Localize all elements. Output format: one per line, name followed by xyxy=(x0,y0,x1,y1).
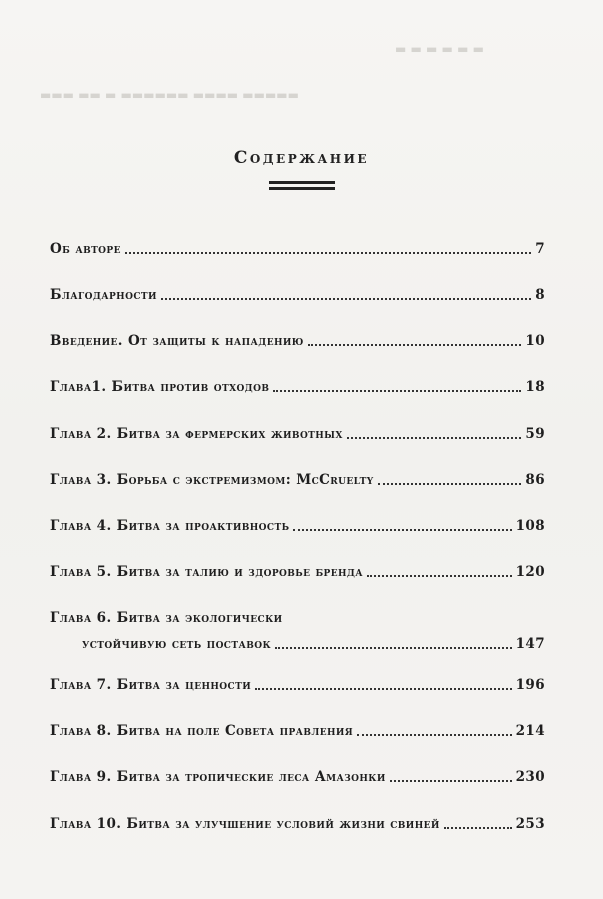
toc-entry-about-author[interactable] xyxy=(50,239,545,259)
toc-entry-chapter-6[interactable] xyxy=(50,608,545,654)
toc-entry-page: 18 xyxy=(525,379,545,395)
title-rule-top xyxy=(269,181,335,184)
toc-entry-page: 8 xyxy=(535,287,545,303)
toc-entry-page: 196 xyxy=(515,677,545,693)
leader-dots xyxy=(390,780,512,782)
toc-entry-acknowledgements[interactable] xyxy=(50,285,545,305)
toc-entry-label: Глава 5. Битва за талию и здоровье бренда xyxy=(50,564,363,580)
bleed-through-text: ▬▬▬ ▬▬ ▬ ▬▬▬▬▬▬ ▬▬▬▬ ▬▬▬▬▬ xyxy=(40,88,299,102)
leader-dots xyxy=(161,298,531,300)
toc-entry-chapter-3[interactable] xyxy=(50,470,545,490)
toc-entry-page: 214 xyxy=(515,723,545,739)
leader-dots xyxy=(255,688,512,690)
leader-dots xyxy=(293,529,511,531)
leader-dots xyxy=(273,390,521,392)
toc-entry-chapter-5[interactable] xyxy=(50,562,545,582)
toc-entry-label: Глава 4. Битва за проактивность xyxy=(50,518,290,534)
toc-entry-label: Глава 10. Битва за улучшение условий жизни свиней xyxy=(50,816,440,832)
toc-entry-label: Глава 8. Битва на поле Совета правления xyxy=(50,723,354,739)
toc-entry-page: 230 xyxy=(515,769,545,785)
title-rule-bottom xyxy=(269,187,335,190)
toc-entry-label: Глава 2. Битва за фермерских животных xyxy=(50,426,343,442)
leader-dots xyxy=(347,437,522,439)
leader-dots xyxy=(275,647,512,649)
toc-entry-page: 108 xyxy=(515,518,545,534)
toc-entry-label-line2: устойчивую сеть поставок xyxy=(82,636,272,652)
toc-entry-label: Глава1. Битва против отходов xyxy=(50,379,270,395)
toc-entry-introduction[interactable] xyxy=(50,331,545,351)
leader-dots xyxy=(125,252,531,254)
leader-dots xyxy=(378,483,522,485)
toc-entry-chapter-7[interactable] xyxy=(50,675,545,695)
toc-entry-chapter-9[interactable] xyxy=(50,767,545,787)
leader-dots xyxy=(444,827,512,829)
toc-entry-chapter-1[interactable] xyxy=(50,377,545,397)
toc-entry-page: 10 xyxy=(525,333,545,349)
toc-entry-page: 253 xyxy=(515,816,545,832)
toc-entry-label: Об авторе xyxy=(50,241,121,257)
page-title: Содержание xyxy=(233,148,370,168)
toc-entry-page: 147 xyxy=(515,636,545,652)
toc-entry-page: 86 xyxy=(525,472,545,488)
bleed-through-text: ▬ ▬ ▬ ▬ ▬ ▬ xyxy=(395,42,484,56)
toc-entry-page: 120 xyxy=(515,564,545,580)
toc-entry-chapter-4[interactable] xyxy=(50,516,545,536)
toc-entry-label: Благодарности xyxy=(50,287,157,303)
toc-entry-chapter-10[interactable] xyxy=(50,814,545,834)
toc-entry-label: Глава 9. Битва за тропические леса Амазонки xyxy=(50,769,386,785)
toc-entry-page: 59 xyxy=(525,426,545,442)
leader-dots xyxy=(357,734,511,736)
toc-entry-page: 7 xyxy=(535,241,545,257)
toc-entry-label: Введение. От защиты к нападению xyxy=(50,333,304,349)
leader-dots xyxy=(308,344,522,346)
toc-entry-label: Глава 3. Борьба с экстремизмом: McCruelty xyxy=(50,472,374,488)
toc-entry-label: Глава 7. Битва за ценности xyxy=(50,677,252,693)
toc-entry-chapter-2[interactable] xyxy=(50,424,545,444)
leader-dots xyxy=(367,575,512,577)
toc-entry-label-line1: Глава 6. Битва за экологически xyxy=(50,610,283,626)
toc-entry-chapter-8[interactable] xyxy=(50,721,545,741)
